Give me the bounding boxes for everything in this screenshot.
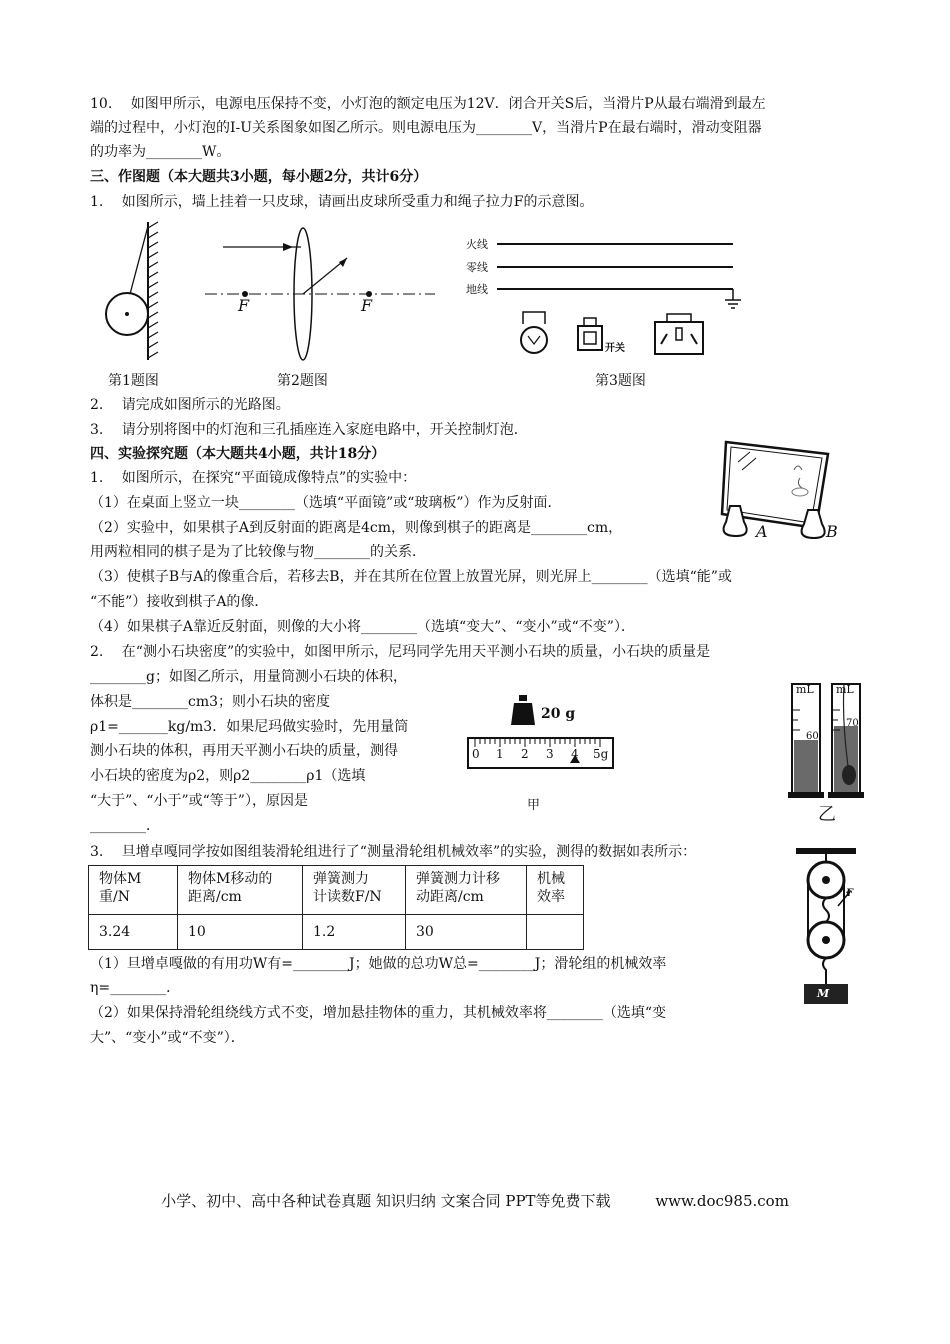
scale-tick-2: 2 [521,747,529,761]
q10-line-2: 端的过程中，小灯泡的I-U关系图象如图乙所示。则电源电压为________V，当滑片P在最右端时，滑动变阻器 [90,120,762,136]
sec4-q3-part1b: η=________． [90,980,181,996]
table-row [89,915,584,950]
figure-2-caption: 第2题图 [277,373,328,389]
table-cell: 30 [406,915,527,950]
table-header-cell: 物体M移动的 距离/cm [178,866,303,915]
table-header-cell: 弹簧测力 计读数F/N [303,866,406,915]
sec4-q1-part2b: 用两粒相同的棋子是为了比较像与物________的关系． [90,544,426,560]
table-cell: 1.2 [303,915,406,950]
section-3-title: 三、作图题（本大题共3小题，每小题2分，共计6分） [90,169,428,185]
table-header-row [89,866,584,915]
focus-label-left: F [238,296,250,315]
cylinder-ml-1: mL [796,683,814,696]
scale-tick-4: 4 [571,747,579,761]
sec4-q3-line1: 3. 旦增卓嘎同学按如图组装滑轮组进行了“测量滑轮组机械效率”的实验，测得的数据如表所示： [90,844,697,860]
figure-1-caption: 第1题图 [108,373,159,389]
figure-yi-label: 乙 [818,804,836,825]
scale-tick-1: 1 [496,747,504,761]
footer [0,1190,950,1211]
sec4-q2-line5: 测小石块的体积，再用天平测小石块的质量，测得 [90,743,398,759]
sec4-q3-part2: （2）如果保持滑轮组绕线方式不变，增加悬挂物体的重力，其机械效率将________（选填“变 [90,1005,667,1021]
sec4-q2-line3: 体积是________cm3；则小石块的密度 [90,694,331,710]
sec4-q1-part1: （1）在桌面上竖立一块________（选填“平面镜”或“玻璃板”）作为反射面． [90,495,562,511]
q10-line-1: 10. 如图甲所示，电源电压保持不变，小灯泡的额定电压为12V．闭合开关S后，当滑片P从最右端滑到最左 [90,96,766,112]
sec4-q2-line7: “大于”、“小于”或“等于”），原因是 [90,793,308,809]
sec4-q2-line8: ________． [90,818,160,834]
pulley-figure [796,848,860,1008]
sec4-q2-line6: 小石块的密度为ρ2，则ρ2________ρ1（选填 [90,768,366,784]
table-header-cell: 机械 效率 [527,866,584,915]
sec4-q2-line4: ρ1=_______kg/m3．如果尼玛做实验时，先用量筒 [90,719,409,735]
sec4-q1-intro: 1. 如图所示，在探究“平面镜成像特点”的实验中： [90,470,417,486]
sec3-q3: 3. 请分别将图中的灯泡和三孔插座连入家庭电路中，开关控制灯泡． [90,422,528,438]
measuring-cylinders [788,680,868,805]
pulley-data-table [88,865,584,950]
piece-b-label: B [826,522,838,541]
footer-text: 小学、初中、高中各种试卷真题 知识归纳 文案合同 PPT等免费下载 [161,1192,611,1210]
weight-label: 20 g [541,706,576,722]
cylinder-ml-2: mL [836,683,854,696]
section-4-title: 四、实验探究题（本大题共4小题，共计18分） [90,446,386,462]
cylinder-60: 60 [806,731,819,742]
cylinder-70: 70 [846,718,859,729]
sec4-q3-part1: （1）旦增卓嘎做的有用功W有=________J；她做的总功W总=________J；滑轮组的机械效率 [90,956,667,972]
pulley-force-label: F [846,888,854,899]
wire-label-ground: 地线 [466,283,488,296]
table-header-cell: 弹簧测力计移 动距离/cm [406,866,527,915]
table-cell: 3.24 [89,915,178,950]
sec4-q2-line1: 2. 在“测小石块密度”的实验中，如图甲所示，尼玛同学先用天平测小石块的质量，小石块的质量是 [90,644,711,660]
pulley-mass-label: M [817,987,830,1000]
piece-a-label: A [756,522,768,541]
sec4-q1-part4: （4）如果棋子A靠近反射面，则像的大小将________（选填“变大”、“变小”或“不变”）． [90,619,635,635]
scale-tick-3: 3 [546,747,554,761]
table-header-cell: 物体M 重/N [89,866,178,915]
figure-3-caption: 第3题图 [595,373,646,389]
figure-1-ball-on-wall [100,222,170,362]
sec3-q2: 2. 请完成如图所示的光路图。 [90,397,290,413]
table-cell: 10 [178,915,303,950]
wire-label-zero: 零线 [466,261,488,274]
figure-2-lens-diagram [205,222,435,362]
figure-jia-label: 甲 [527,798,541,813]
weight-icon [510,695,536,727]
sec4-q3-part2b: 大”、“变小”或“不变”）． [90,1030,245,1046]
scale-tick-0: 0 [472,747,480,761]
focus-label-right: F [361,296,373,315]
balance-scale [467,737,614,769]
switch-label: 开关 [605,343,625,354]
scale-tick-5: 5g [593,747,609,761]
sec4-q1-part2: （2）实验中，如果棋子A到反射面的距离是4cm，则像到棋子的距离是________cm， [90,520,623,536]
sec4-q1-part3b: “不能”）接收到棋子A的像． [90,594,269,610]
q10-line-3: 的功率为________W。 [90,144,231,160]
footer-url[interactable]: www.doc985.com [655,1192,789,1210]
sec4-q1-part3: （3）使棋子B与A的像重合后，若移去B，并在其所在位置上放置光屏，则光屏上________（选填“能”或 [90,569,732,585]
wire-label-fire: 火线 [466,238,488,251]
table-cell [527,915,584,950]
balance-scale-ticks [469,739,612,767]
sec4-q2-line2: ________g；如图乙所示，用量筒测小石块的体积， [90,669,407,685]
sec3-q1: 1. 如图所示，墙上挂着一只皮球，请画出皮球所受重力和绳子拉力F的示意图。 [90,194,594,210]
